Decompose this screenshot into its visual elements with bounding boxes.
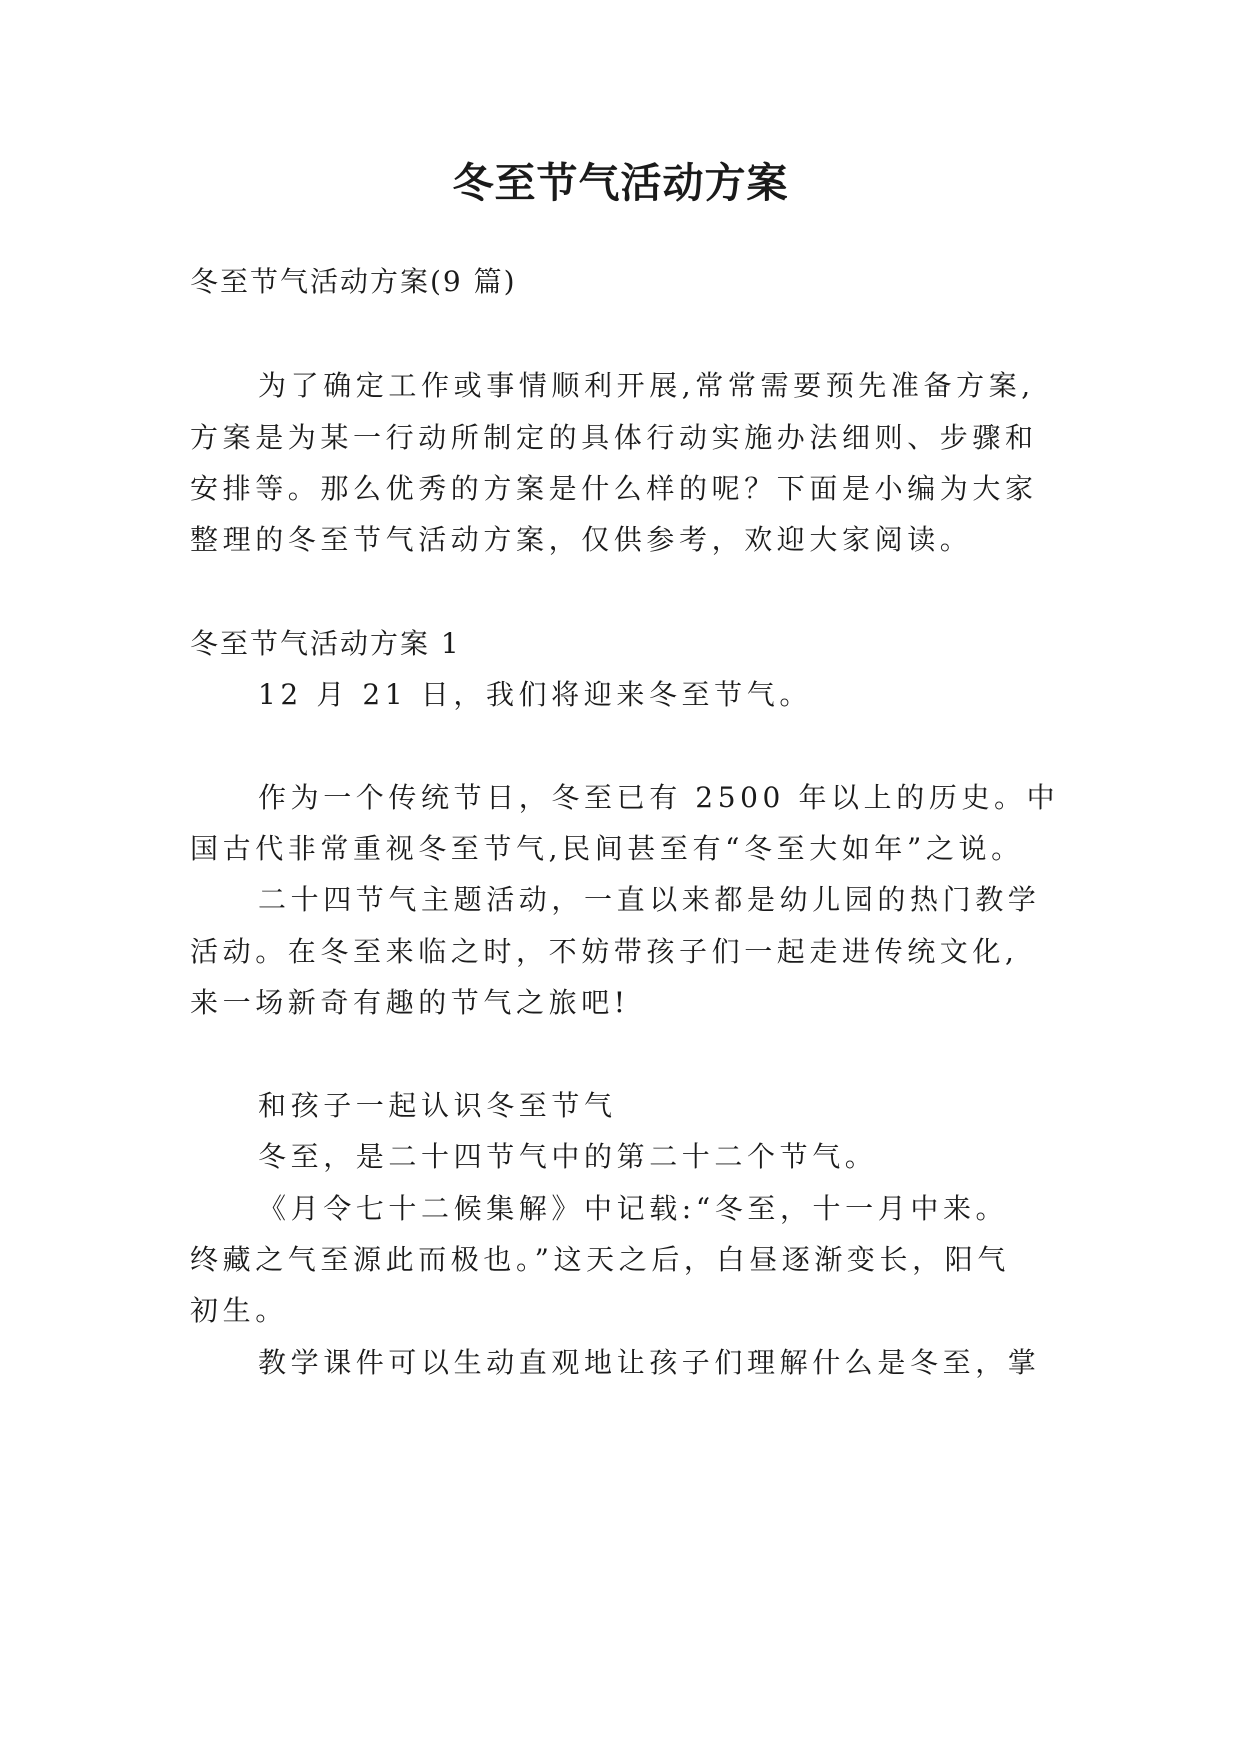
body-line-5: 教学课件可以生动直观地让孩子们理解什么是冬至，掌 xyxy=(258,1346,1041,1379)
document-subtitle: 冬至节气活动方案(9 篇) xyxy=(190,265,517,298)
history-line-4: 活动。在冬至来临之时，不妨带孩子们一起走进传统文化, xyxy=(190,935,1019,968)
intro-line-2: 方案是为某一行动所制定的具体行动实施办法细则、步骤和 xyxy=(190,421,1038,454)
body-line-3: 终藏之气至源此而极也。”这天之后，白昼逐渐变长，阳气 xyxy=(190,1243,1010,1276)
body-line-2: 《月令七十二候集解》中记载:“冬至，十一月中来。 xyxy=(258,1192,1009,1225)
history-line-5: 来一场新奇有趣的节气之旅吧! xyxy=(190,986,630,1019)
intro-line-4: 整理的冬至节气活动方案，仅供参考，欢迎大家阅读。 xyxy=(190,523,973,556)
subheading: 和孩子一起认识冬至节气 xyxy=(258,1089,617,1122)
history-line-3: 二十四节气主题活动，一直以来都是幼儿园的热门教学 xyxy=(258,883,1041,916)
section-heading: 冬至节气活动方案 1 xyxy=(190,627,461,660)
history-line-1: 作为一个传统节日，冬至已有 2500 年以上的历史。中 xyxy=(258,781,1060,814)
body-line-4: 初生。 xyxy=(190,1294,288,1327)
intro-line-3: 安排等。那么优秀的方案是什么样的呢？下面是小编为大家 xyxy=(190,472,1038,505)
date-line: 12 月 21 日，我们将迎来冬至节气。 xyxy=(258,678,812,711)
history-line-2: 国古代非常重视冬至节气,民间甚至有“冬至大如年”之说。 xyxy=(190,832,1024,865)
body-line-1: 冬至，是二十四节气中的第二十二个节气。 xyxy=(258,1140,878,1173)
document-title: 冬至节气活动方案 xyxy=(452,159,789,207)
intro-line-1: 为了确定工作或事情顺利开展,常常需要预先准备方案, xyxy=(258,369,1035,402)
